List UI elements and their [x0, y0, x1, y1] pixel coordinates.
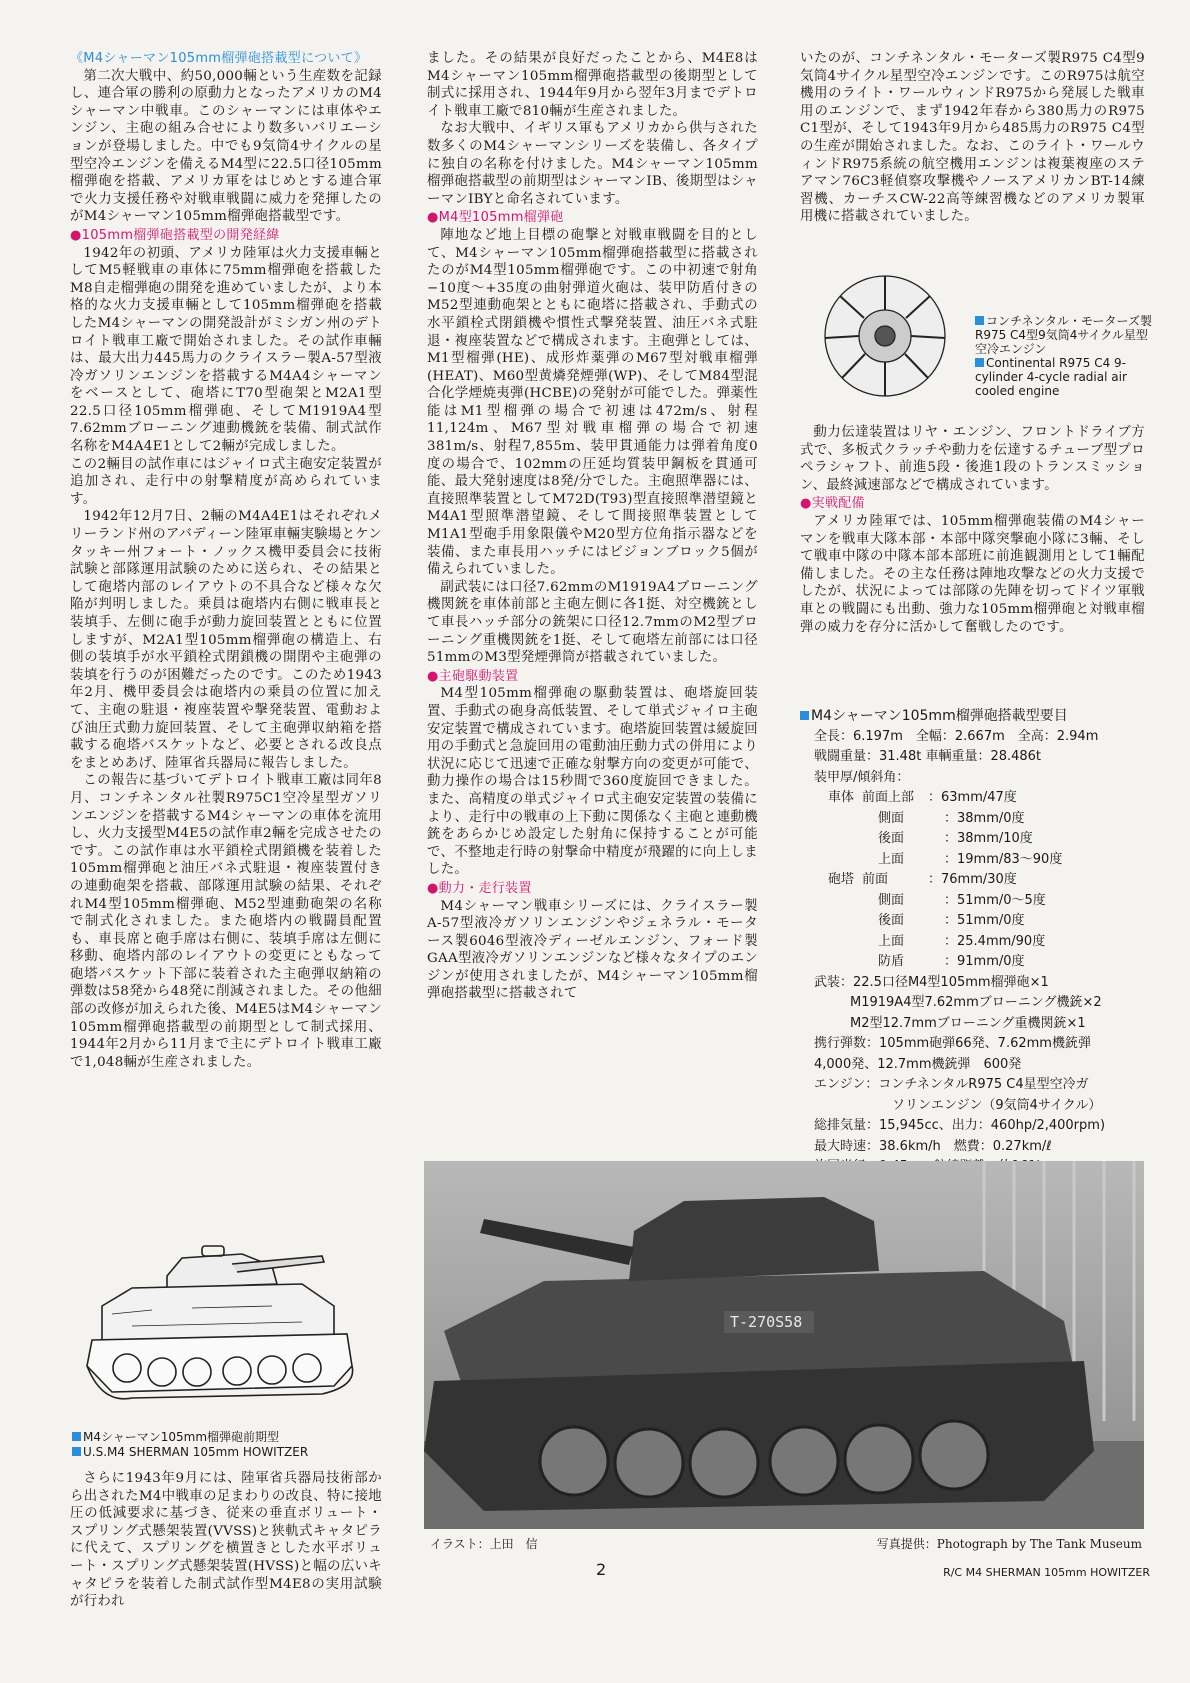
- armor-value: ：63mm/47度: [928, 790, 1017, 805]
- armor-part: [828, 932, 862, 953]
- engine-caption: コンチネンタル・モーターズ製 R975 C4型9気筒4サイクル星型空冷エンジン Continental R975 C4 9-cylinder 4-cycle radial air cooled engine: [975, 314, 1152, 398]
- paragraph: なお大戦中、イギリス軍もアメリカから供与された数多くのM4シャーマンシリーズを装備し、各タイプに独自の名称を付けました。M4シャーマン105mm榴弾砲搭載型の前期型はシャーマンIB、後期型はシャーマンIBYと命名されています。: [427, 121, 758, 207]
- armor-position: 側面: [878, 892, 905, 908]
- bullet-icon: ●: [427, 880, 439, 896]
- bullet-icon: ●: [427, 668, 439, 684]
- spec-row: 4,000発、12.7mm機銃弾 600発: [814, 1056, 1022, 1072]
- paragraph: さらに1943年9月には、陸軍省兵器局技術部から出されたM4中戦車の足まわりの改良、特に接地圧の低減要求に基づき、従来の垂直ボリュート・スプリング式懸架装置(VVSS)と狭軌式キャタピラに代えて、スプリングを横置きとした水平ボリュート・スプリング式懸架装置(HVSS)と幅の広いキャタピラを装着した制式試作型M4E8の実用試験が行われ: [70, 1471, 382, 1610]
- armor-part: [828, 891, 862, 912]
- illustration-credit: イラスト：上田 信: [430, 1537, 538, 1551]
- paragraph: 1942年12月7日、2輛のM4A4E1はそれぞれメリーランド州のアバディーン陸軍車輛実験場とケンタッキー州フォート・ノックス機甲委員会に技術試験と部隊運用試験のために送られ、その結果として砲塔内部のレイアウトの不具合など様々な欠陥が判明しました。乗員は砲塔内右側に戦車長と装填手、左側に砲手が動力旋回装置とともに位置しますが、M2A1型105mm榴弾砲の構造上、右側の装填手が水平鎖栓式閉鎖機の開閉や主砲弾の装填を行うのが困難だったのです。このため1943年2月、機甲委員会は砲塔内の乗員の位置に加えて、主砲の駐退・複座装置や撃発装置、電動および油圧式動力旋回装置、そして主砲弾収納箱を搭載する砲塔バスケットなど、必要とされる改良点をまとめあげ、陸軍省兵器局に報告しました。: [70, 509, 382, 771]
- spec-row: 最大時速：38.6km/h 燃費：0.27km/ℓ: [814, 1138, 1052, 1154]
- spec-row: 携行弾数：105mm砲弾66発、7.62mm機銃弾: [814, 1036, 1091, 1051]
- armor-part: 車体: [828, 790, 855, 805]
- bullet-icon: ●: [427, 210, 439, 226]
- square-bullet-icon: [975, 358, 984, 367]
- armor-position: 上面: [878, 933, 905, 949]
- photo-credit: 写真提供：Photograph by The Tank Museum: [876, 1537, 1142, 1551]
- square-bullet-icon: [800, 711, 809, 720]
- armor-table: [800, 788, 1150, 973]
- paragraph: 1942年の初頭、アメリカ陸軍は火力支援車輛としてM5軽戦車の車体に75mm榴弾砲を搭載したM8自走榴弾砲の開発を進めていましたが、より本格的な火力支援車輛として105mm榴弾砲を搭載したM4シャーマンの開発設計がミシガン州のデトロイト戦車工廠で開始されました。その試作車輛は、最大出力445馬力のクライスラー製A-57型液冷ガソリンエンジンを搭載するM4A4シャーマンをベースとして、砲塔にT70型砲架とM2A1型22.5口径105mm榴弾砲、そしてM1919A4型7.62mmブローニング連動機銃を装備、制式試作名称をM4A4E1として2輛が完成しました。: [70, 245, 382, 455]
- product-name: R/C M4 SHERMAN 105mm HOWITZER: [943, 1566, 1150, 1579]
- intro-paragraph: 第二次大戦中、約50,000輛という生産数を記録し、連合軍の勝利の原動力となったアメリカのM4シャーマン中戦車。このシャーマンには車体やエンジン、主砲の組み合せにより数多いバリエーションが登場しました。中でも9気筒4サイクルの星型空冷エンジンを備えるM4型に22.5口径105mm榴弾砲を搭載、アメリカ軍をはじめとする連合軍で火力支援任務や対戦車戦闘に威力を発揮したのがM4シャーマン105mm榴弾砲搭載型です。: [70, 68, 382, 225]
- spec-row: 総排気量：15,945cc、出力：460hp/2,400rpm): [814, 1118, 1106, 1133]
- armor-part: [828, 911, 862, 932]
- armor-row: [828, 932, 1150, 953]
- armor-row: [828, 952, 1150, 973]
- armor-position: 上面: [878, 851, 905, 867]
- column-1: [70, 50, 382, 1071]
- armor-part: [828, 809, 862, 830]
- armor-position: 防盾: [878, 954, 905, 969]
- armor-position: 後面: [878, 913, 905, 928]
- specs-title: M4シャーマン105mm榴弾砲搭載型要目: [800, 706, 1150, 727]
- illustration-caption: M4シャーマン105mm榴弾砲前期型 U.S.M4 SHERMAN 105mm HOWITZER: [72, 1430, 392, 1460]
- column-3: [800, 50, 1145, 226]
- armor-row: [828, 850, 1150, 871]
- section-heading-gun-drive: ●主砲駆動装置: [427, 668, 519, 684]
- spec-row: ソリンエンジン（9気筒4サイクル）: [892, 1097, 1102, 1113]
- armor-position: 側面: [878, 810, 905, 826]
- tank-photograph: [424, 1161, 1144, 1529]
- spec-row: 全長：6.197m 全幅：2.667m 全高：2.94m: [814, 728, 1099, 744]
- armor-position: 前面上部: [862, 790, 915, 805]
- spec-row: 武装：22.5口径M4型105mm榴弾砲×1: [814, 974, 1049, 990]
- square-bullet-icon: [72, 1432, 81, 1441]
- column-1-bottom: [70, 1470, 382, 1611]
- paragraph: アメリカ陸軍では、105mm榴弾砲装備のM4シャーマンを戦車大隊本部・本部中隊突撃砲小隊に3輛、そして戦車中隊の中隊本部本部班に前進観測用として1輛配備しました。その主な任務は陣地攻撃などの火力支援でしたが、状況によっては部隊の先陣を切ってドイツ軍戦車との戦闘にも出動、強力な105mm榴弾砲と対戦車榴弾の威力を存分に活かして奮戦したのです。: [800, 513, 1145, 635]
- armor-value: ：38mm/0度: [944, 810, 1025, 826]
- armor-value: ：76mm/30度: [928, 872, 1017, 887]
- section-heading-deployment: ●実戦配備: [800, 496, 865, 512]
- tank-photo-image: [424, 1161, 1144, 1529]
- armor-part: [828, 850, 862, 871]
- armor-row: [828, 870, 1150, 891]
- armor-row: [828, 829, 1150, 850]
- paragraph: 動力伝達装置はリヤ・エンジン、フロントドライブ方式で、多板式クラッチや動力を伝達するチューブ型プロペラシャフト、前進5段・後進1段のトランスミッション、最終減速部などで構成されています。: [800, 425, 1145, 493]
- armor-position: 前面: [862, 872, 889, 887]
- armor-position: 後面: [878, 831, 905, 846]
- paragraph: 副武装には口径7.62mmのM1919A4ブローニング機関銃を車体前部と主砲左側に各1挺、対空機銃として車長ハッチ部分の銃架に口径12.7mmのM2型ブローニング重機関銃を1挺、そして砲塔左前部には口径51mmのM3型発煙弾筒が搭載されていました。: [427, 579, 758, 666]
- armor-value: ：51mm/0〜5度: [944, 892, 1046, 908]
- article-title: 《M4シャーマン105mm榴弾砲搭載型について》: [70, 51, 368, 66]
- armor-row: [828, 788, 1150, 809]
- bullet-icon: ●: [800, 496, 812, 512]
- spec-row: 装甲厚/傾斜角：: [814, 769, 910, 785]
- paragraph: M4シャーマン戦車シリーズには、クライスラー製A-57型液冷ガソリンエンジンやジェネラル・モータース製6046型液冷ディーゼルエンジン、フォード製GAA型液冷ガソリンエンジンなど様々なタイプのエンジンが使用されましたが、M4シャーマン105mm榴弾砲搭載型に搭載されて: [427, 898, 758, 1002]
- column-2: [427, 50, 758, 1003]
- armor-part: [828, 829, 862, 850]
- spec-row: エンジン：コンチネンタルR975 C4星型空冷ガ: [814, 1077, 1089, 1092]
- armor-value: ：38mm/10度: [944, 831, 1033, 846]
- paragraph: この2輛目の試作車にはジャイロ式主砲安定装置が追加され、走行中の射撃精度が高められています。: [70, 456, 382, 507]
- spec-row: M2型12.7mmブローニング重機関銃×1: [850, 1015, 1086, 1031]
- specifications-box: [800, 706, 1150, 1198]
- armor-value: ：25.4mm/90度: [944, 933, 1046, 949]
- armor-value: ：91mm/0度: [944, 954, 1025, 969]
- tank-illustration: [72, 1236, 372, 1426]
- armor-row: [828, 809, 1150, 830]
- paragraph: 陣地など地上目標の砲撃と対戦車戦闘を目的として、M4シャーマン105mm榴弾砲搭載型に搭載されたのがM4型105mm榴弾砲です。この中初速で射角−10度〜+35度の曲射弾道火砲は、装甲防盾付きのM52型連動砲架とともに砲塔に搭載され、手動式の水平鎖栓式閉鎖機や慣性式撃発装置、油圧バネ式駐退・複座装置などで構成されます。主砲弾としては、M1型榴弾(HE)、成形炸薬弾のM67型対戦車榴弾(HEAT)、M60型黄燐発煙弾(WP)、そしてM84型混合化学煙焼夷弾(HCBE)の発射が可能でした。弾薬性能はM1型榴弾の場合で初速は472m/s、射程11,124m、M67型対戦車榴弾の場合で初速381m/s、射程7,855m、装甲貫通能力は弾着角度0度の場合で、102mmの圧延均質装甲鋼板を貫通可能、最大発射速度は8発/分でした。主砲照準器には、直接照準装置としてM72D(T93)型直接照準潜望鏡とM4A1型照準潜望鏡、そして間接照準装置としてM1A1型砲手用象限儀やM20型方位角指示器などを装備、また車長用ハッチにはビジョンブロック5個が備えられていました。: [427, 227, 758, 578]
- page-number: 2: [596, 1560, 607, 1579]
- bullet-icon: ●: [70, 227, 82, 243]
- square-bullet-icon: [975, 316, 984, 325]
- square-bullet-icon: [72, 1447, 81, 1456]
- section-heading-development: ●105mm榴弾砲搭載型の開発経緯: [70, 227, 280, 243]
- armor-row: [828, 891, 1150, 912]
- paragraph: この報告に基づいてデトロイト戦車工廠は同年8月、コンチネンタル社製R975C1空冷星型ガソリンエンジンを搭載するM4シャーマンの車体を流用し、火力支援型M4E5の試作車2輛を完成させたのです。この試作車は水平鎖栓式閉鎖機を装着した105mm榴弾砲と油圧バネ式駐退・複座装置付きの連動砲架を搭載、部隊運用試験の結果、それぞれM4型105mm榴弾砲、M52型連動砲架の名称で制式化されました。また砲塔内の戦闘員配置も、車長席と砲手席は右側に、装填手席は左側に移動、砲塔内部のレイアウトの変更にともなって砲塔バスケット下部に装着された主砲弾収納箱の弾数は58発から48発に削減されました。その他細部の改修が加えられた後、M4E5はM4シャーマン105mm榴弾砲搭載型の前期型として制式採用、1944年2月から11月まで主にデトロイト戦車工廠で1,048輛が生産されました。: [70, 773, 382, 1070]
- paragraph: ました。その結果が良好だったことから、M4E8はM4シャーマン105mm榴弾砲搭載型の後期型として制式に採用され、1944年9月から翌年3月までデトロイト戦車工廠で810輛が生産されました。: [427, 51, 758, 119]
- armor-part: 砲塔: [828, 872, 855, 887]
- armor-row: [828, 911, 1150, 932]
- paragraph: M4型105mm榴弾砲の駆動装置は、砲塔旋回装置、手動式の砲身高低装置、そして単式ジャイロ主砲安定装置で構成されています。砲塔旋回装置は緩旋回用の手動式と急旋回用の電動油圧動力式の併用により状況に応じて迅速で正確な射撃方向の変更が可能で、動力操作の場合は15秒間で360度旋回できました。また、高精度の単式ジャイロ式主砲安定装置の装備により、走行中の戦車の上下動に関係なく主砲と連動機銃をあらかじめ設定した射角に保持することが可能で、不整地走行時の射撃命中精度が飛躍的に向上しました。: [427, 686, 758, 878]
- armor-value: ：19mm/83〜90度: [944, 851, 1063, 867]
- section-heading-howitzer: ●M4型105mm榴弾砲: [427, 210, 564, 226]
- tank-serial-number: T-270S58: [730, 1313, 803, 1331]
- spec-row: M1919A4型7.62mmブローニング機銃×2: [850, 995, 1102, 1010]
- engine-illustration: [810, 266, 960, 406]
- spec-row: 戦闘重量：31.48t 車輌重量：28.486t: [814, 749, 1042, 764]
- armor-part: [828, 952, 862, 973]
- paragraph: いたのが、コンチネンタル・モーターズ製R975 C4型9気筒4サイクル星型空冷エンジンです。このR975は航空機用のライト・ワールウィンドR975から発展した戦車用のエンジンで、まず1942年春から380馬力のR975 C1型が、そして1943年9月から485馬力のR975 C4型の生産が開始されました。なお、このライト・ワールウィンドR975系統の航空機用エンジンは複葉複座のステアマン76C3軽偵察攻撃機やノースアメリカンBT-14練習機、カーチスCW-22高等練習機などのアメリカ製軍用機に搭載されていました。: [800, 51, 1145, 225]
- column-3-middle: [800, 424, 1145, 636]
- armor-value: ：51mm/0度: [944, 913, 1025, 928]
- section-heading-power: ●動力・走行装置: [427, 880, 532, 896]
